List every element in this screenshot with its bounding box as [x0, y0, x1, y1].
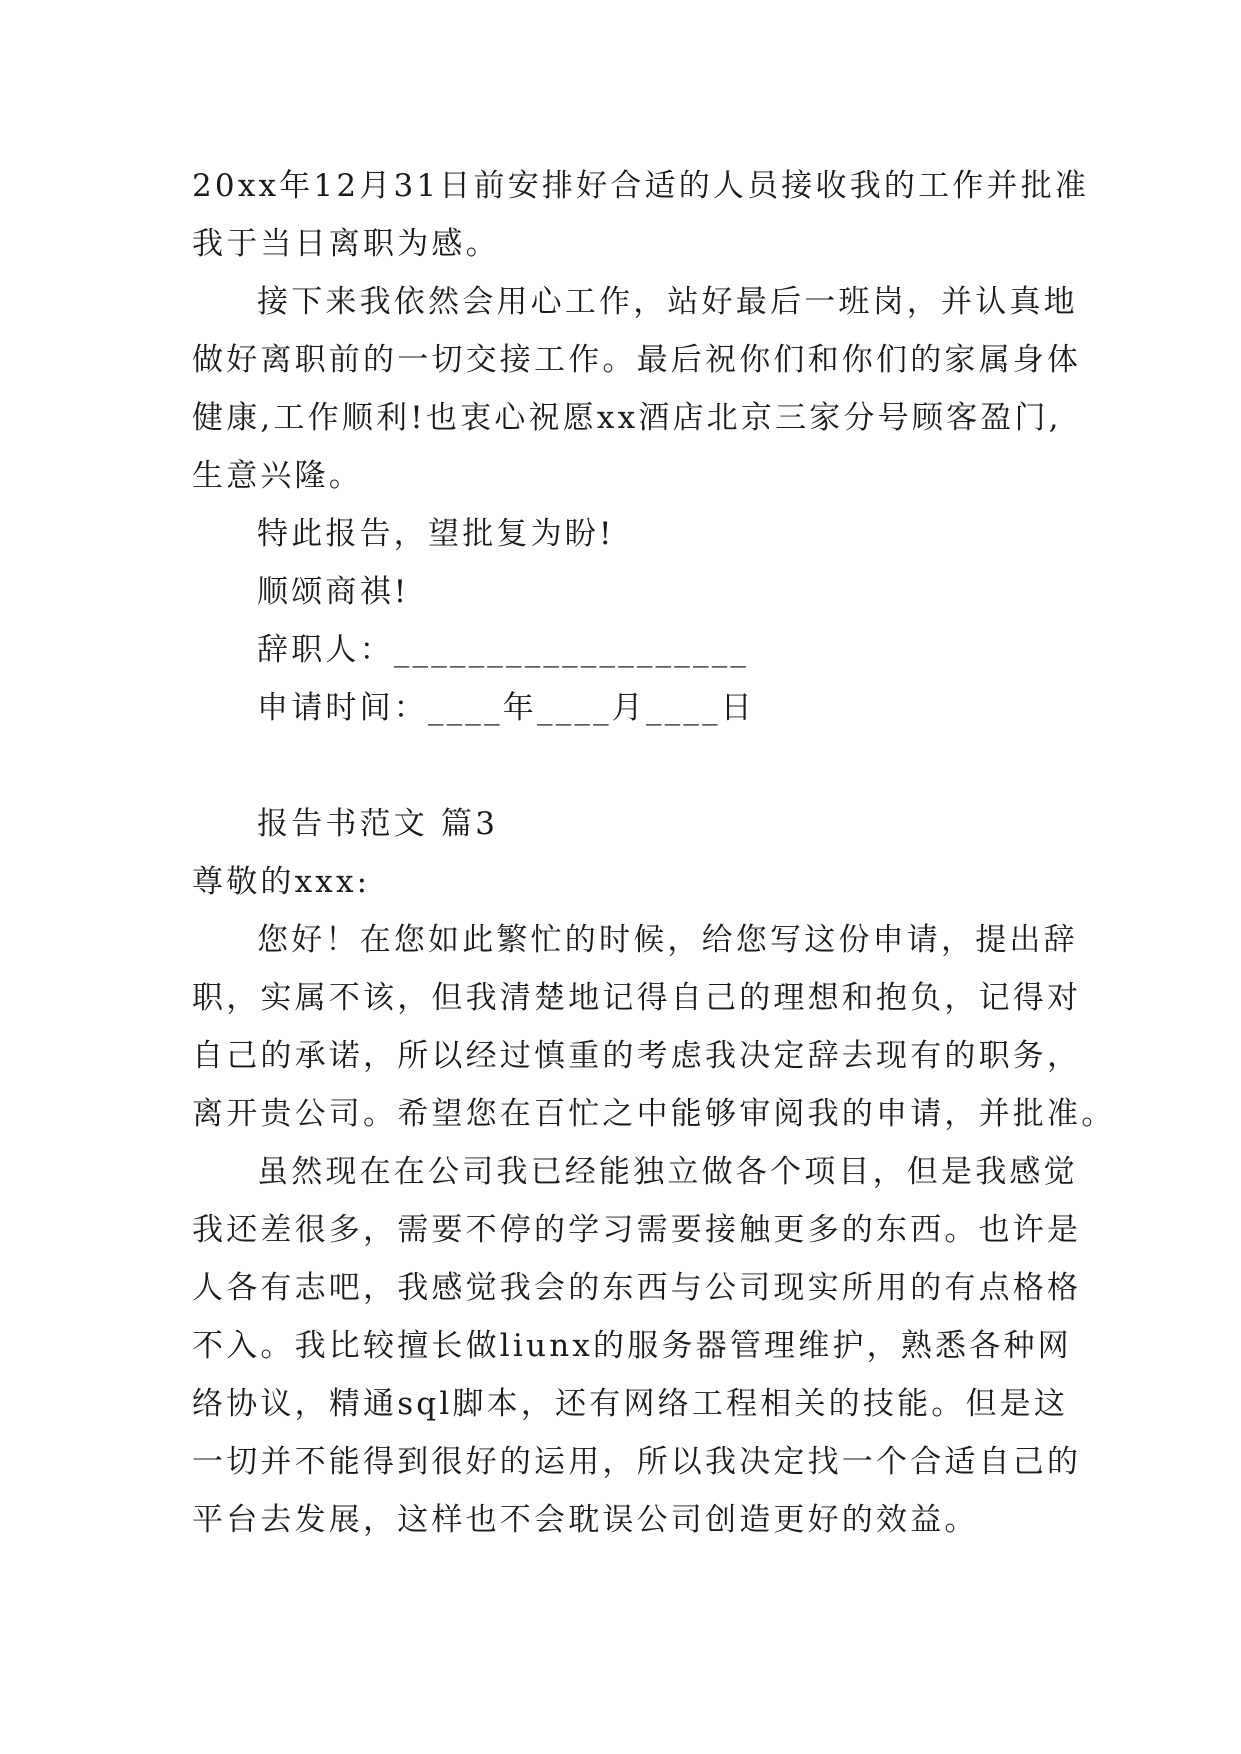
- text-line: 平台去发展，这样也不会耽误公司创造更好的效益。: [192, 1502, 979, 1538]
- text-line: 生意兴隆。: [192, 458, 363, 494]
- text-line: 自己的承诺，所以经过慎重的考虑我决定辞去现有的职务，: [192, 1038, 1082, 1074]
- text-line: 我于当日离职为感。: [192, 226, 500, 262]
- text-line: 职，实属不该，但我清楚地记得自己的理想和抱负，记得对: [192, 980, 1082, 1016]
- text-line: 我还差很多，需要不停的学习需要接触更多的东西。也许是: [192, 1212, 1082, 1248]
- text-line: 您好！在您如此繁忙的时候，给您写这份申请，提出辞: [257, 922, 1078, 958]
- text-line: 健康,工作顺利!也衷心祝愿xx酒店北京三家分号顾客盈门,: [192, 400, 1062, 436]
- section-heading: 报告书范文 篇3: [257, 806, 499, 842]
- text-line: 做好离职前的一切交接工作。最后祝你们和你们的家属身体: [192, 342, 1082, 378]
- text-line: 顺颂商祺!: [257, 574, 410, 610]
- text-line: 人各有志吧，我感觉我会的东西与公司现实所用的有点格格: [192, 1270, 1082, 1306]
- text-line: 一切并不能得到很好的运用，所以我决定找一个合适自己的: [192, 1444, 1082, 1480]
- date-field: 申请时间：____年____月____日: [257, 690, 755, 726]
- text-line: 虽然现在在公司我已经能独立做各个项目，但是我感觉: [257, 1154, 1078, 1190]
- salutation: 尊敬的xxx:: [192, 864, 371, 900]
- text-line: 接下来我依然会用心工作，站好最后一班岗，并认真地: [257, 284, 1078, 320]
- text-line: 不入。我比较擅长做liunx的服务器管理维护，熟悉各种网: [192, 1328, 1072, 1364]
- text-line: 特此报告，望批复为盼!: [257, 516, 615, 552]
- text-line: 20xx年12月31日前安排好合适的人员接收我的工作并批准: [192, 168, 1090, 204]
- text-line: 离开贵公司。希望您在百忙之中能够审阅我的申请，并批准。: [192, 1096, 1116, 1132]
- signature-field: 辞职人：___________________: [257, 632, 750, 668]
- text-line: 络协议，精通sql脚本，还有网络工程相关的技能。但是这: [192, 1386, 1069, 1422]
